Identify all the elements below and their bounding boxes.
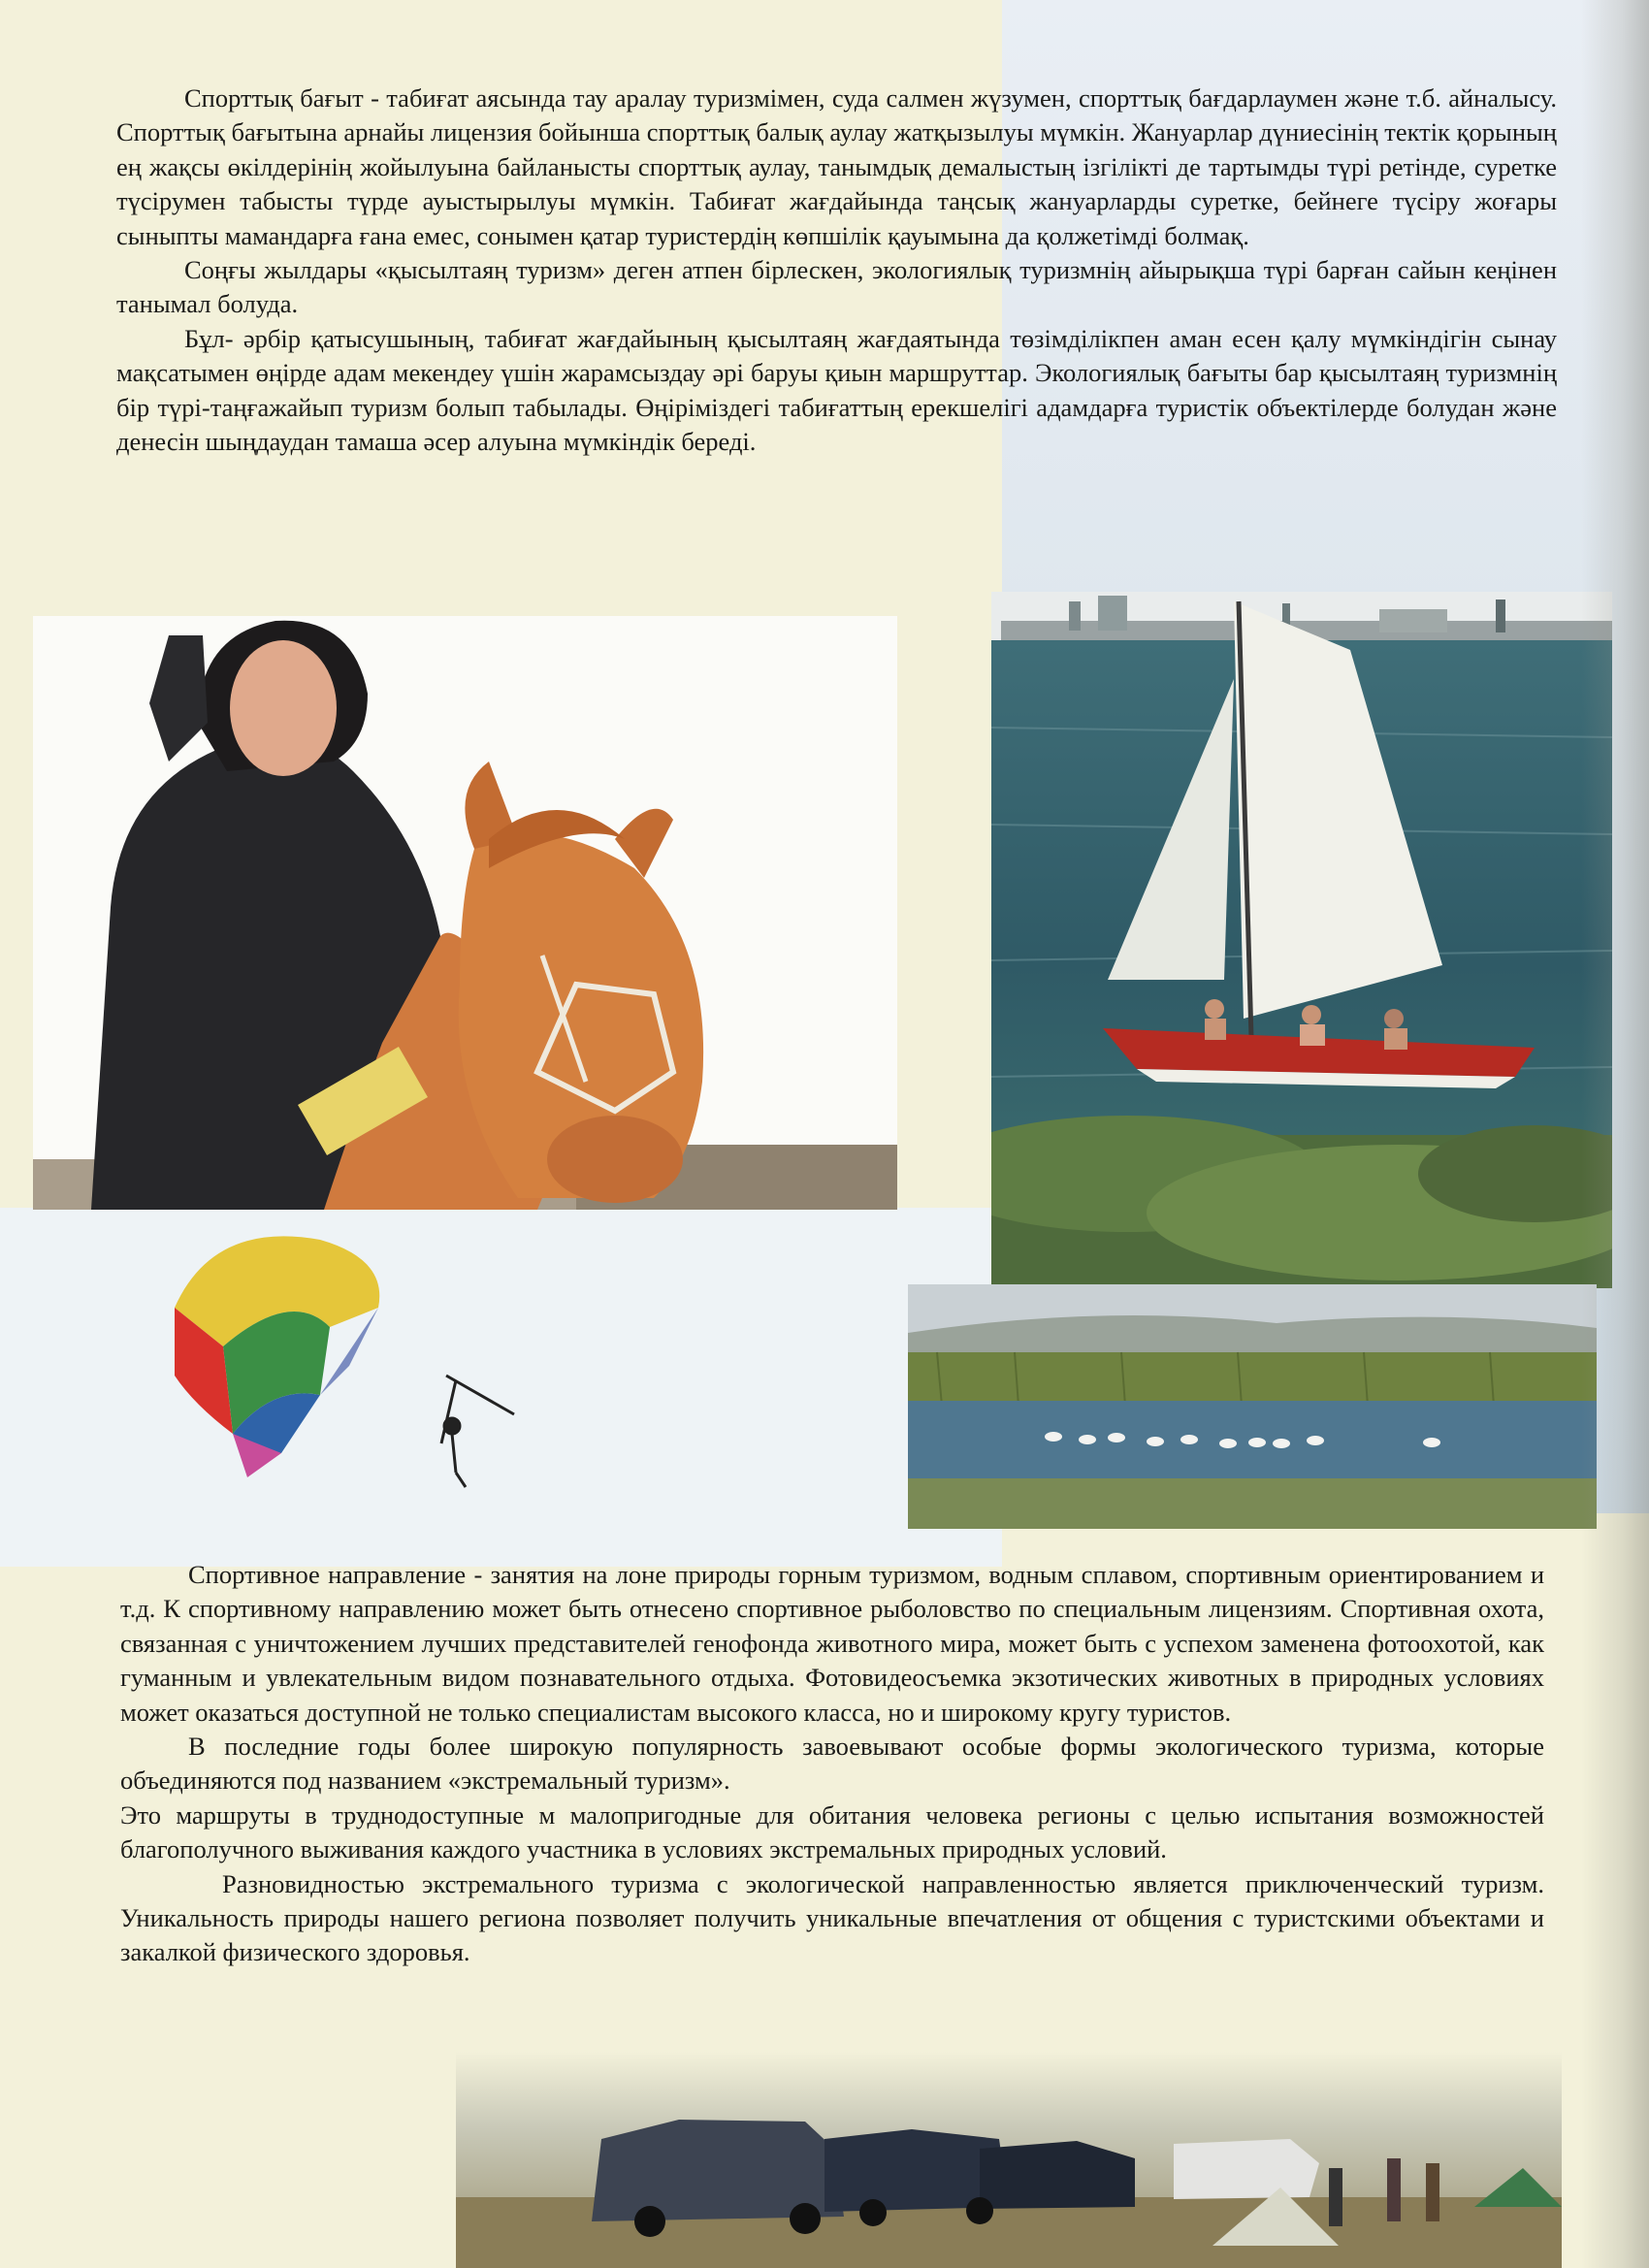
binding-shadow bbox=[1581, 0, 1649, 2268]
russian-paragraph-2: В последние годы более широкую популярность завоевывают особые формы экологического туризма, которые объединяются под названием «экстремальный туризм». bbox=[120, 1732, 1544, 1796]
horse-rider-photo bbox=[33, 616, 897, 1210]
paraglider-photo bbox=[0, 1211, 970, 1560]
lake-swans-photo bbox=[908, 1284, 1597, 1529]
kazakh-paragraph-1: Спорттық бағыт - табиғат аясында тау аралау туризмімен, суда салмен жүзумен, спорттық бағдарлаумен және т.б. айналысу. Спорттық бағытына арнайы лицензия бойынша спорттық балық аулау жатқызылуы мүмкін. Жануарлар дүниесінің тектік қорының ең жақсы өкілдерінің жойылуына байланысты спорттық аулау, танымдық демалыстың ізгілікті де тартымды түрі ретінде, суретке түсірумен табысты түрде ауыстырылуы мүмкін. Табиғат жағдайында таңсық жануарларды суретке, бейнеге түсіру жоғары сыныпты мамандарға ғана емес, сонымен қатар туристердің көпшілік қауымына да қолжетімді болмақ. bbox=[116, 83, 1557, 250]
kazakh-paragraph-3: Бұл- әрбір қатысушының, табиғат жағдайының қысылтаяң жағдаятында төзімділікпен аман есен қалу мүмкіндігін сынау мақсатымен өңірде адам мекендеу үшін жарамсыздау әрі баруы қиын маршруттар. Экологиялық бағыты бар қысылтаяң туризмнің бір түрі-таңғажайып туризм болып табылады. Өңіріміздегі табиғаттың ерекшелігі адамдарға туристік объектілерде болудан және денесін шыңдаудан тамаша әсер алуына мүмкіндік береді. bbox=[116, 323, 1557, 457]
camping-cars-photo bbox=[456, 2052, 1562, 2268]
kazakh-text-block bbox=[116, 81, 1557, 459]
sailboat-photo bbox=[991, 592, 1612, 1288]
kazakh-paragraph-2: Соңғы жылдары «қысылтаяң туризм» деген атпен бірлескен, экологиялық туризмнің айырықша түрі барған сайын кеңінен танымал болуда. bbox=[116, 255, 1557, 319]
russian-paragraph-1: Спортивное направление - занятия на лоне природы горным туризмом, водным сплавом, спортивным ориентированием и т.д. К спортивному направлению может быть отнесено спортивное рыболовство по специальным лицензиям. Спортивная охота, связанная с уничтожением лучших представителей генофонда животного мира, может быть с успехом заменена фотоохотой, как гуманным и увлекательным видом познавательного отдыха. Фотовидеосъемка экзотических животных в природных условиях может оказаться доступной не только специалистам высокого класса, но и широкому кругу туристов. bbox=[120, 1560, 1544, 1727]
russian-paragraph-3: Это маршруты в труднодоступные м малопригодные для обитания человека регионы с целью испытания возможностей благополучного выживания каждого участника в условиях экстремальных природных условий. bbox=[120, 1799, 1544, 1864]
russian-paragraph-4: Разновидностью экстремального туризма с экологической направленностью является приключенческий туризм. Уникальность природы нашего региона позволяет получить уникальные впечатления от общения с туристскими объектами и закалкой физического здоровья. bbox=[120, 1868, 1544, 1967]
russian-text-block bbox=[120, 1558, 1544, 1970]
